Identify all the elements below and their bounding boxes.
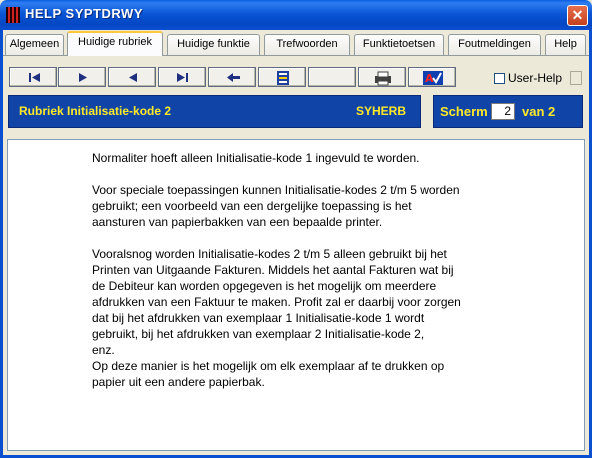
tab-help[interactable]: Help <box>545 34 586 55</box>
rubriek-title: Rubriek Initialisatie-kode 2 <box>19 104 172 118</box>
tab-strip <box>3 31 589 55</box>
rubriek-header <box>8 95 421 128</box>
last-page-icon <box>159 68 207 88</box>
first-page-button[interactable] <box>9 67 57 87</box>
window-frame-left <box>0 30 3 458</box>
screen-number-field[interactable]: 2 <box>491 103 515 120</box>
user-help-checkbox[interactable] <box>494 73 505 84</box>
tab-foutmeldingen[interactable]: Foutmeldingen <box>448 34 541 55</box>
spelling-button[interactable] <box>408 67 456 87</box>
next-page-button[interactable] <box>58 67 106 87</box>
app-icon <box>6 7 20 23</box>
close-button[interactable]: ✕ <box>567 5 588 26</box>
program-name: SYHERB <box>356 104 407 118</box>
print-button[interactable] <box>358 67 406 87</box>
previous-page-icon <box>109 68 157 88</box>
previous-page-button[interactable] <box>108 67 156 87</box>
tab-algemeen[interactable]: Algemeen <box>5 34 64 55</box>
screen-label: Scherm <box>440 104 488 119</box>
first-page-icon <box>10 68 58 88</box>
tab-funktietoetsen[interactable]: Funktietoetsen <box>354 34 444 55</box>
back-button[interactable] <box>208 67 256 87</box>
book-icon <box>259 68 307 88</box>
screen-indicator <box>433 95 583 128</box>
help-content-panel <box>7 139 585 451</box>
window-title: HELP SYPTDRWY <box>25 6 143 21</box>
title-bar <box>0 0 592 30</box>
help-text: Normaliter hoeft alleen Initialisatie-kode 1 ingevuld te worden. Voor speciale toepassingen kunnen Initialisatie-kodes 2 t/m 5 worden gebruikt; een voorbeeld van een dergelijke toepassing is het aansturen van papierbakken van een bepaalde printer. Vooralsnog worden Initialisatie-kodes 2 t/m 5 alleen gebruikt bij het Printen van Uitgaande Fakturen. Middels het aantal Fakturen wat bij de Debiteur kan worden opgegeven is het mogelijk om meerdere afdrukken van een Faktuur te maken. Profit zal er daarbij voor zorgen dat bij het afdrukken van exemplaar 1 Initialisatie-kode 1 wordt gebruikt, bij het afdrukken van exemplaar 2 Initialisatie-kode 2, enz. Op deze manier is het mogelijk om elk exemplaar af te drukken op papier uit een andere papierbak. <box>92 151 461 389</box>
svg-text:A: A <box>425 72 434 85</box>
tab-trefwoorden[interactable]: Trefwoorden <box>264 34 350 55</box>
book-button[interactable] <box>258 67 306 87</box>
next-page-icon <box>59 68 107 88</box>
tab-huidige-funktie[interactable]: Huidige funktie <box>167 34 260 55</box>
tab-huidige-rubriek[interactable]: Huidige rubriek <box>67 31 163 56</box>
toolbar-indicator-box <box>570 71 582 85</box>
blank-toolbar-button[interactable] <box>308 67 356 87</box>
printer-icon <box>359 68 407 88</box>
back-icon <box>209 68 257 88</box>
user-help-label: User-Help <box>508 71 563 85</box>
screen-total-label: van 2 <box>522 104 556 119</box>
last-page-button[interactable] <box>158 67 206 87</box>
spelling-icon <box>409 68 457 88</box>
